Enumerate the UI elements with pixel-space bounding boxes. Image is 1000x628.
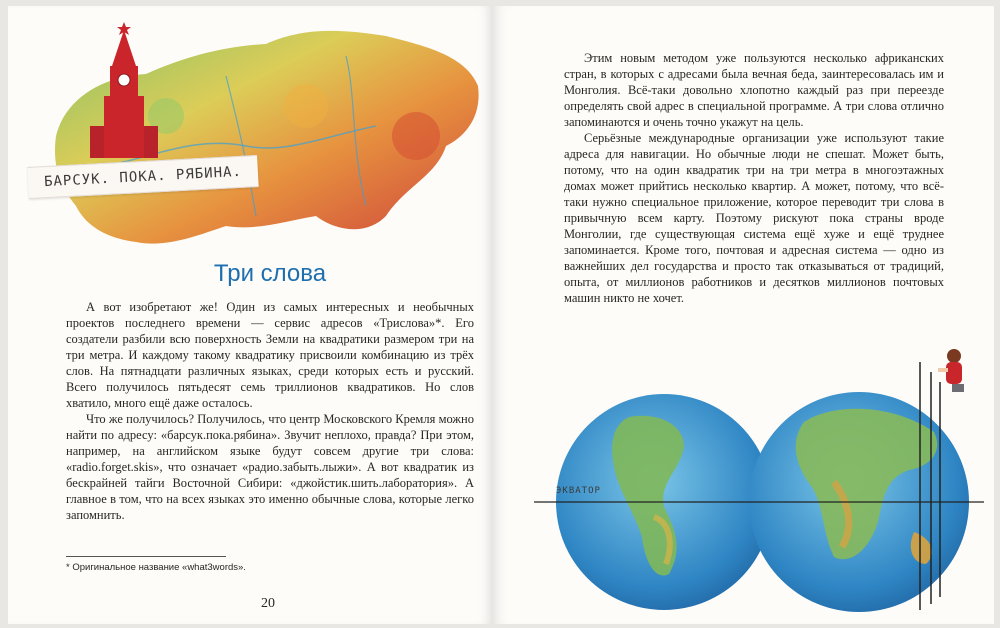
label-text: БАРСУК. ПОКА. РЯБИНА. — [43, 163, 243, 191]
paragraph: Этим новым методом уже пользуются несколько африканских стран, в которых с адресами была вечная беда, заинтересовалась им и Монголия. Всё-таки довольно хлопотно каждый раз при переезде определять свой адрес в специальной программе. А три слова отлично запоминаются и очень точно укажут на цель. — [564, 51, 944, 129]
russia-map-illustration — [46, 16, 486, 256]
paragraph: Серьёзные международные организации уже используют такие адреса для навигации. Но обычные люди не спешат. Может быть, потому, что на один квадратик три на три метра в многоэтажных домах может прийтись несколько квартир. А может, потому, что всё-таки нужно специальное приложение, которое переводит три слова в привычную всем карту. Поэтому рискуют пока страны вроде Монголии, где существующая система ещё хуже и ещё труднее запоминается. Кроме того, почтовая и адресная система — одно из важнейших дел государства и просто так отказываться от традиций, опыта, от миллионов работников и десятков миллионов почтовых машин никто не хочет. — [564, 131, 944, 305]
right-page — [494, 6, 994, 624]
right-body-text — [564, 50, 944, 306]
footnote-divider — [66, 556, 226, 557]
paragraph: А вот изобретают же! Один из самых интересных и необычных проектов последнего времени — сервис адресов «Трислова»*. Его создатели разбили всю поверхность Земли на квадратики размером три на три метра. И каждому такому квадратику присвоили комбинацию из трёх слов. На пятнадцати различных языках, среди которых есть и русский. Всего получилось пятьдесят семь триллионов квадратиков. Но слов хватило, много ещё даже осталось. — [66, 300, 474, 410]
equator-label: ЭКВАТОР — [556, 486, 601, 496]
page-title: Три слова — [213, 260, 327, 287]
footnote: * Оригинальное название «what3words». — [66, 562, 246, 573]
left-body-text — [66, 299, 474, 523]
page-number: 20 — [261, 596, 275, 611]
left-page — [8, 6, 492, 624]
paragraph: Что же получилось? Получилось, что центр Московского Кремля можно найти по адресу: «барсук.пока.рябина». Звучит неплохо, правда? При этом, например, на английском языке будут совсем другие три слова: «radio.forget.skis», что означает «радио.забыть.лыжи». А вот квадратик из бескрайней тайги Восточной Сибири: «джойстик.шить.лаборатория». А главное в том, что на всех языках это именно обычные слова, которые легко запомнить. — [66, 412, 474, 522]
child-figure-icon — [938, 349, 964, 392]
globes-illustration — [534, 342, 994, 612]
